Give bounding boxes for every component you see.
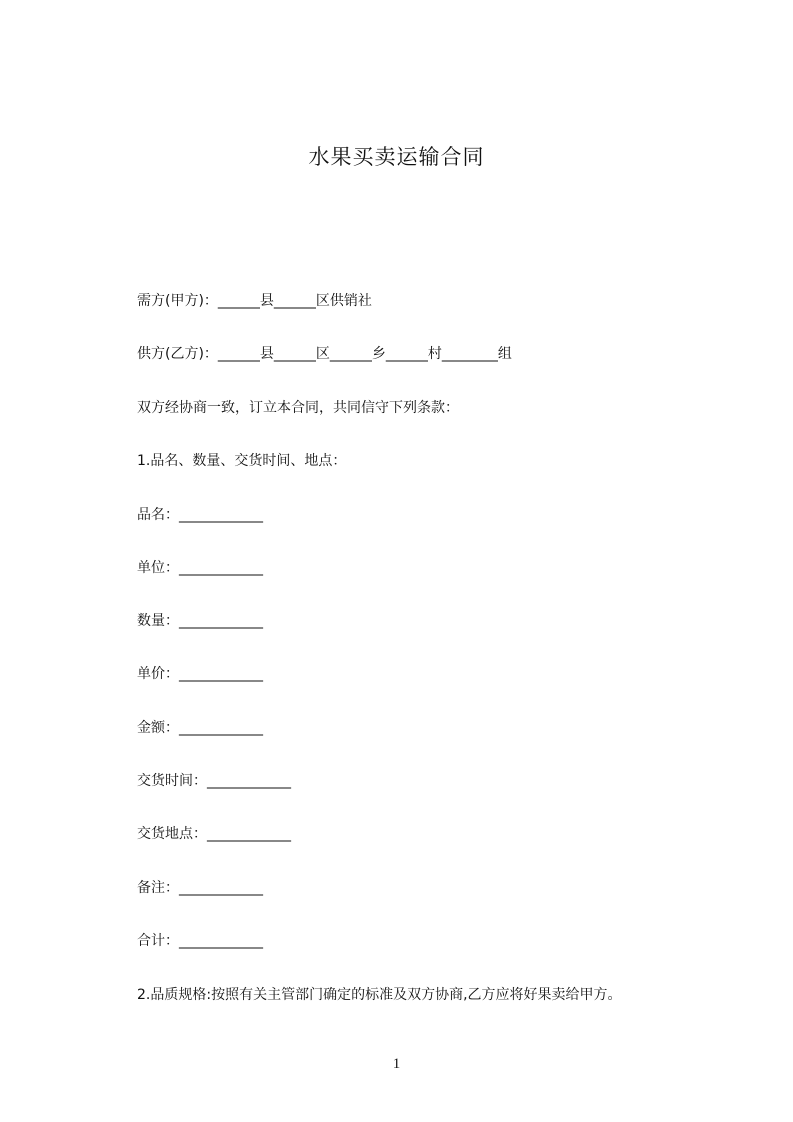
seller-line: 供方(乙方)：______县______区______乡______村________组 [137, 346, 512, 362]
page-number: 1 [392, 1056, 401, 1072]
amount-field: 金额：____________ [137, 720, 263, 736]
clause-1-heading: 1.品名、数量、交货时间、地点： [137, 453, 347, 469]
buyer-line: 需方(甲方)：______县______区供销社 [137, 293, 372, 309]
delivery-time-field: 交货时间：____________ [137, 773, 291, 789]
unit-price-field: 单价：____________ [137, 666, 263, 682]
contract-title: 水果买卖运输合同 [308, 145, 485, 169]
quantity-field: 数量：____________ [137, 613, 263, 629]
intro-line: 双方经协商一致，订立本合同，共同信守下列条款： [137, 400, 459, 416]
clause-2-quality: 2.品质规格:按照有关主管部门确定的标准及双方协商,乙方应将好果卖给甲方。 [137, 987, 622, 1003]
delivery-place-field: 交货地点：____________ [137, 826, 291, 842]
unit-field: 单位：____________ [137, 560, 263, 576]
product-name-field: 品名：____________ [137, 507, 263, 523]
total-field: 合计：____________ [137, 933, 263, 949]
remarks-field: 备注：____________ [137, 880, 263, 896]
